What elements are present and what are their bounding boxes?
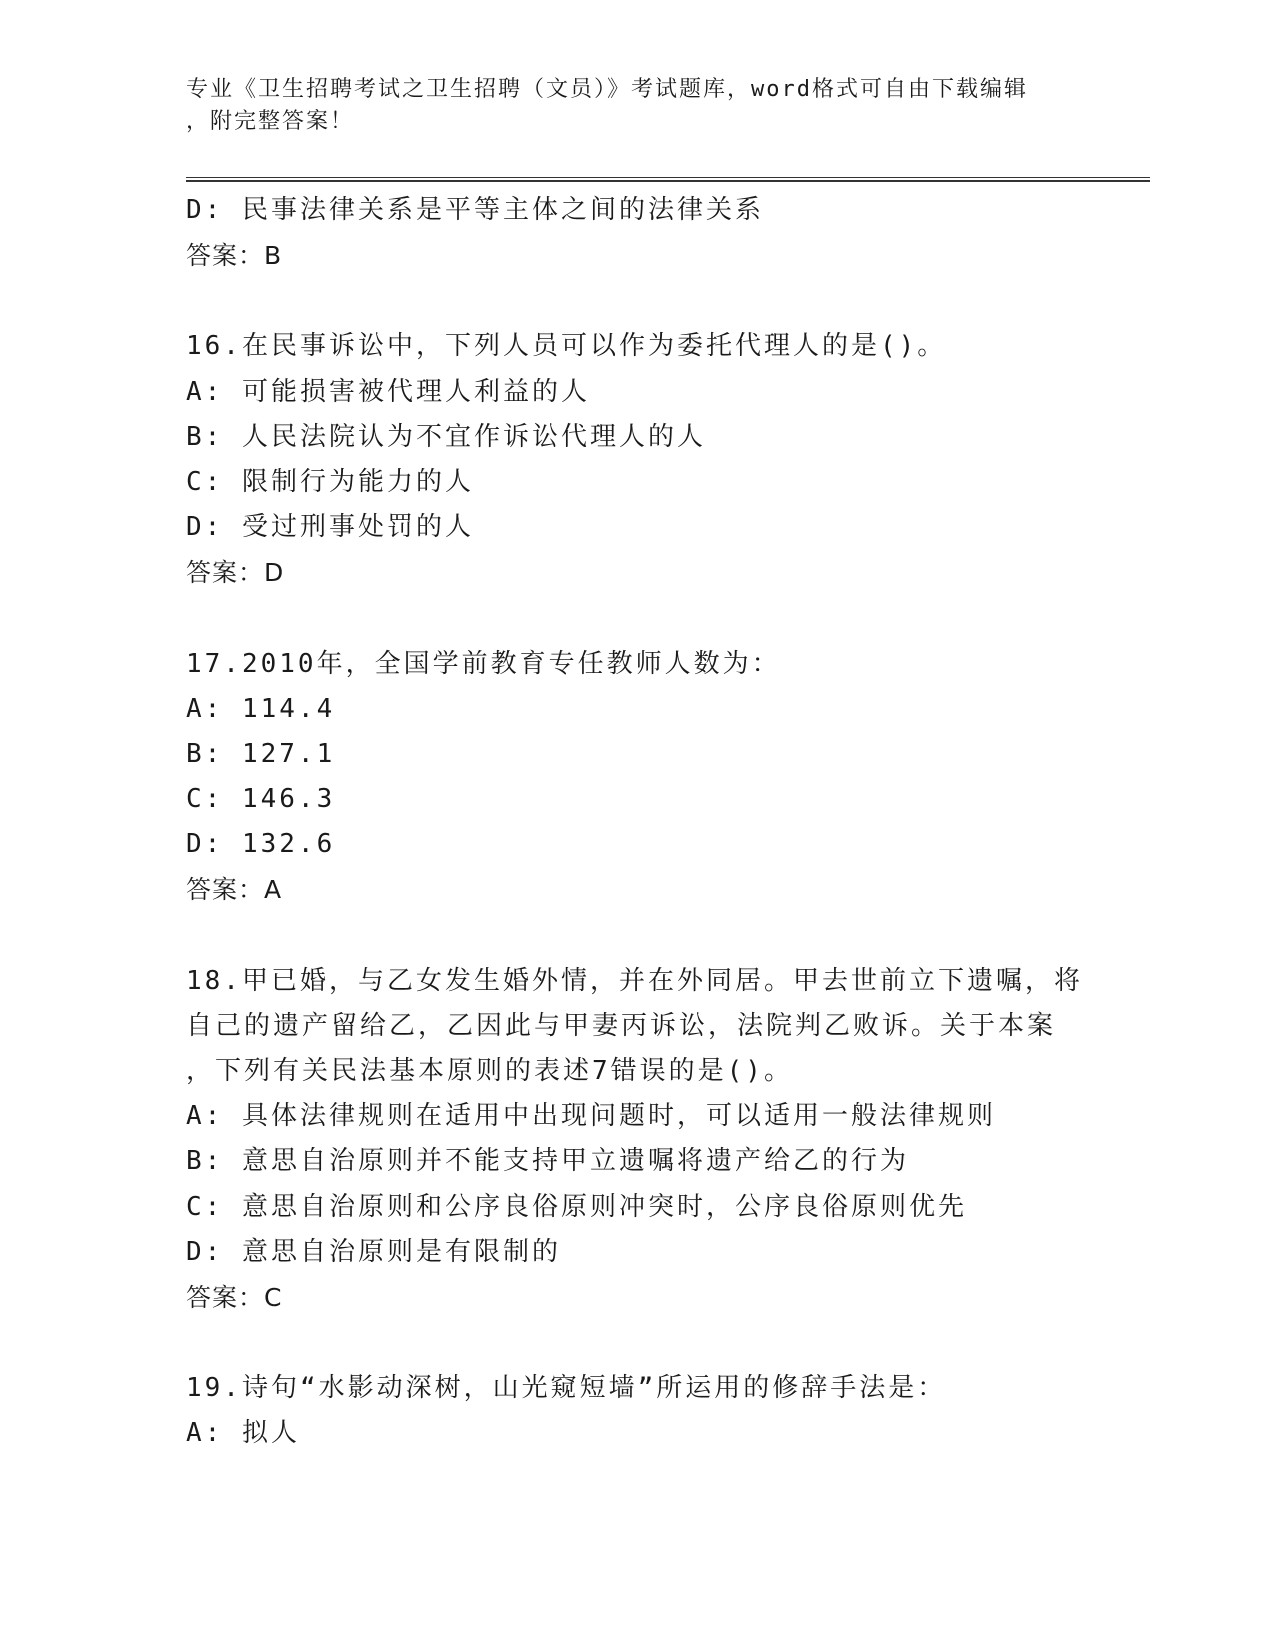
option-line: B: 127.1: [186, 738, 336, 769]
option-line: D: 132.6: [186, 829, 336, 860]
header-line-1: 专业《卫生招聘考试之卫生招聘（文员）》考试题库，word格式可自由下载编辑: [186, 77, 1028, 102]
document-header: [186, 74, 1066, 138]
option-line: A: 具体法律规则在适用中出现问题时，可以适用一般法律规则: [186, 1101, 996, 1132]
option-line: C: 限制行为能力的人: [186, 466, 474, 497]
answer-line: 答案：B: [186, 241, 283, 271]
question-19: [186, 1366, 1086, 1456]
option-line: A: 114.4: [186, 693, 336, 724]
previous-question-tail: [186, 188, 1086, 278]
option-line: B: 意思自治原则并不能支持甲立遗嘱将遗产给乙的行为: [186, 1146, 909, 1177]
question-18: [186, 959, 1086, 1321]
question-stem: 自己的遗产留给乙，乙因此与甲妻丙诉讼，法院判乙败诉。关于本案: [186, 1010, 1057, 1041]
spacer: [186, 1320, 1086, 1366]
spacer: [186, 913, 1086, 959]
spacer: [186, 278, 1086, 324]
question-stem: 16.在民事诉讼中，下列人员可以作为委托代理人的是()。: [186, 331, 947, 362]
question-16: [186, 324, 1086, 595]
option-line: C: 意思自治原则和公序良俗原则冲突时，公序良俗原则优先: [186, 1191, 967, 1222]
header-line-2: ，附完整答案！: [186, 109, 355, 134]
question-stem: 17.2010年，全国学前教育专任教师人数为：: [186, 648, 781, 679]
option-line: D: 民事法律关系是平等主体之间的法律关系: [186, 195, 764, 225]
spacer: [186, 596, 1086, 642]
option-line: A: 可能损害被代理人利益的人: [186, 376, 590, 407]
question-17: [186, 642, 1086, 913]
answer-line: 答案：A: [186, 875, 283, 905]
question-stem: 19.诗句“水影动深树，山光窥短墙”所运用的修辞手法是：: [186, 1373, 947, 1404]
option-line: C: 146.3: [186, 784, 336, 815]
answer-line: 答案：D: [186, 558, 285, 588]
option-line: B: 人民法院认为不宜作诉讼代理人的人: [186, 421, 706, 452]
question-stem: ，下列有关民法基本原则的表述7错误的是()。: [186, 1056, 793, 1086]
option-line: D: 受过刑事处罚的人: [186, 512, 474, 543]
header-divider: [186, 177, 1150, 182]
question-stem: 18.甲已婚，与乙女发生婚外情，并在外同居。甲去世前立下遗嘱，将: [186, 965, 1083, 996]
question-list: [186, 188, 1086, 1457]
answer-line: 答案：C: [186, 1282, 283, 1312]
option-line: A: 拟人: [186, 1418, 300, 1449]
option-line: D: 意思自治原则是有限制的: [186, 1236, 561, 1267]
